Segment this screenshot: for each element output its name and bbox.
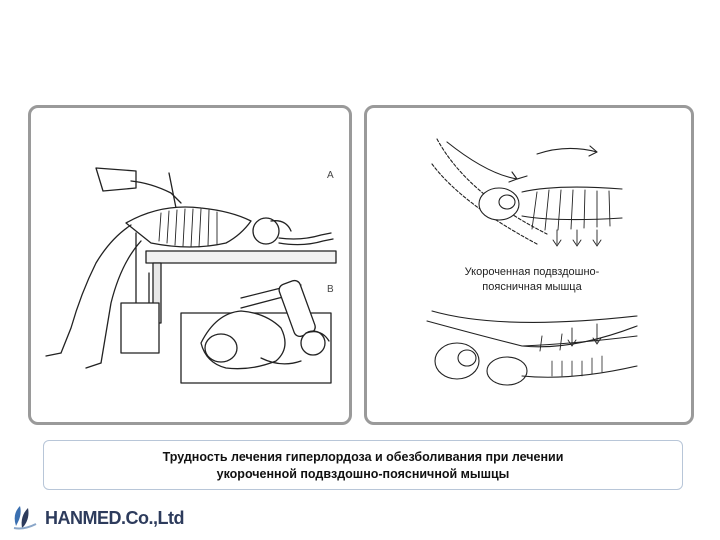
iliopsoas-anatomy-bottom-illustration	[422, 306, 642, 391]
hanmed-logo-icon	[10, 500, 42, 532]
caption-line2: укороченной подвздошно-поясничной мышцы	[216, 467, 510, 481]
slide-caption-box	[43, 440, 683, 490]
company-logo	[10, 500, 230, 536]
iliopsoas-caption	[427, 265, 637, 295]
left-illustration-panel	[28, 105, 352, 425]
iliopsoas-caption-line2: поясничная мышца	[482, 281, 582, 293]
figure-label-b: B	[327, 284, 334, 295]
hyperlordosis-therapy-illustration	[41, 163, 341, 388]
iliopsoas-caption-line1: Укороченная подвздошно-	[464, 266, 600, 278]
caption-line1: Трудность лечения гиперлордоза и обезболивания при лечении	[162, 450, 564, 464]
right-illustration-panel	[364, 105, 694, 425]
iliopsoas-anatomy-top-illustration	[427, 134, 627, 256]
figure-label-a: A	[327, 170, 334, 181]
company-name: HANMED.Co.,Ltd	[45, 508, 184, 528]
